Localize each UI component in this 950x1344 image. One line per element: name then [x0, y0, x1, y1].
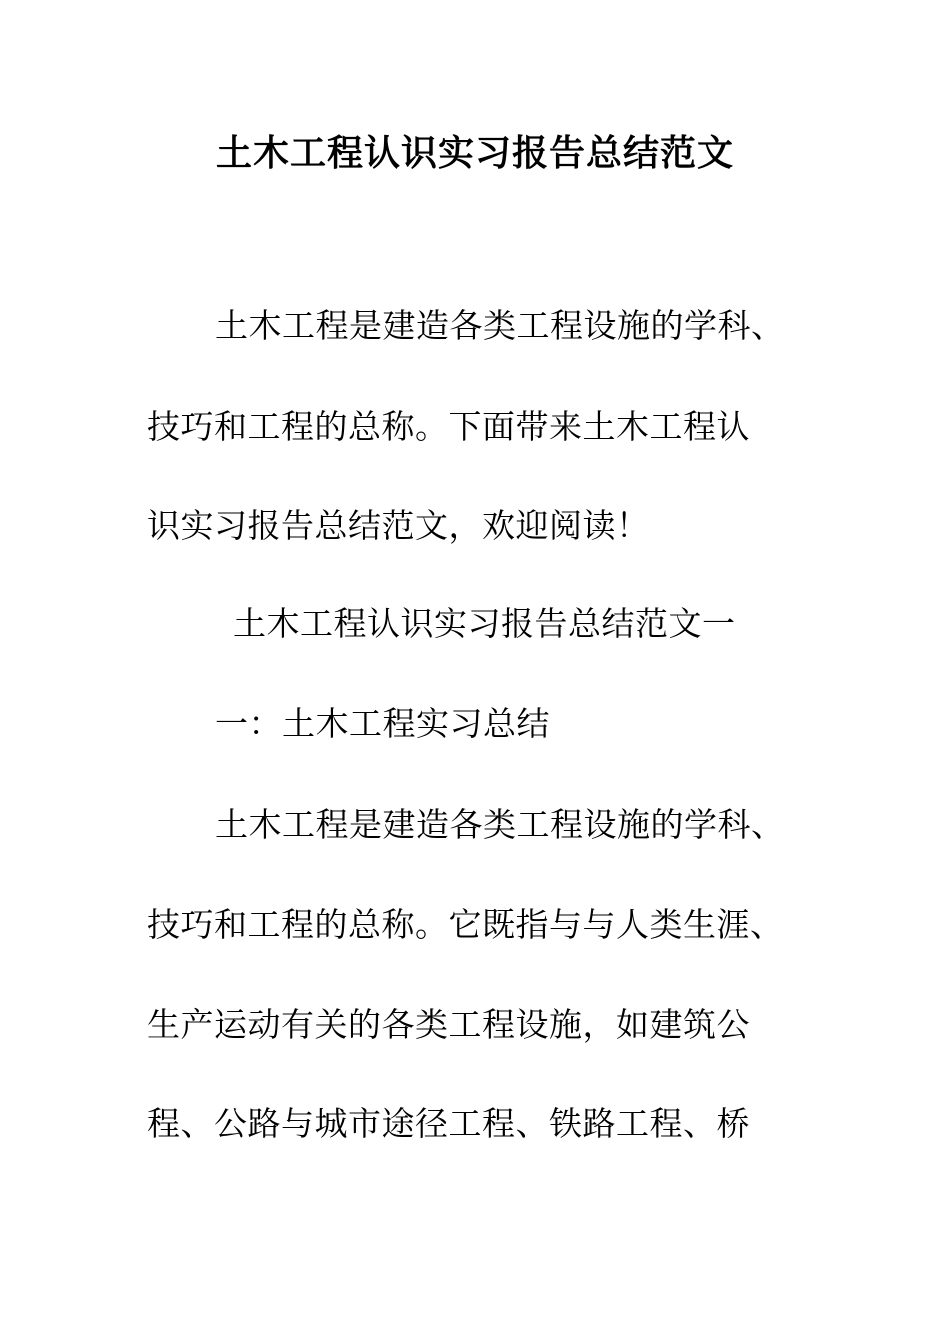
- paragraph-line: 土木工程是建造各类工程设施的学科、: [215, 306, 785, 345]
- paragraph-line: 技巧和工程的总称。下面带来土木工程认: [147, 407, 750, 446]
- paragraph-line: 技巧和工程的总称。它既指与与人类生涯、: [147, 905, 784, 944]
- paragraph-line: 程、公路与城市途径工程、铁路工程、桥: [147, 1104, 750, 1143]
- paragraph-line: 识实习报告总结范文，欢迎阅读！: [147, 506, 650, 545]
- paragraph-line: 生产运动有关的各类工程设施，如建筑公: [147, 1005, 750, 1044]
- subsection-heading: 一：土木工程实习总结: [215, 704, 550, 743]
- section-heading: 土木工程认识实习报告总结范文一: [233, 604, 736, 643]
- paragraph-line: 土木工程是建造各类工程设施的学科、: [215, 805, 785, 844]
- document-title: 土木工程认识实习报告总结范文: [215, 132, 734, 174]
